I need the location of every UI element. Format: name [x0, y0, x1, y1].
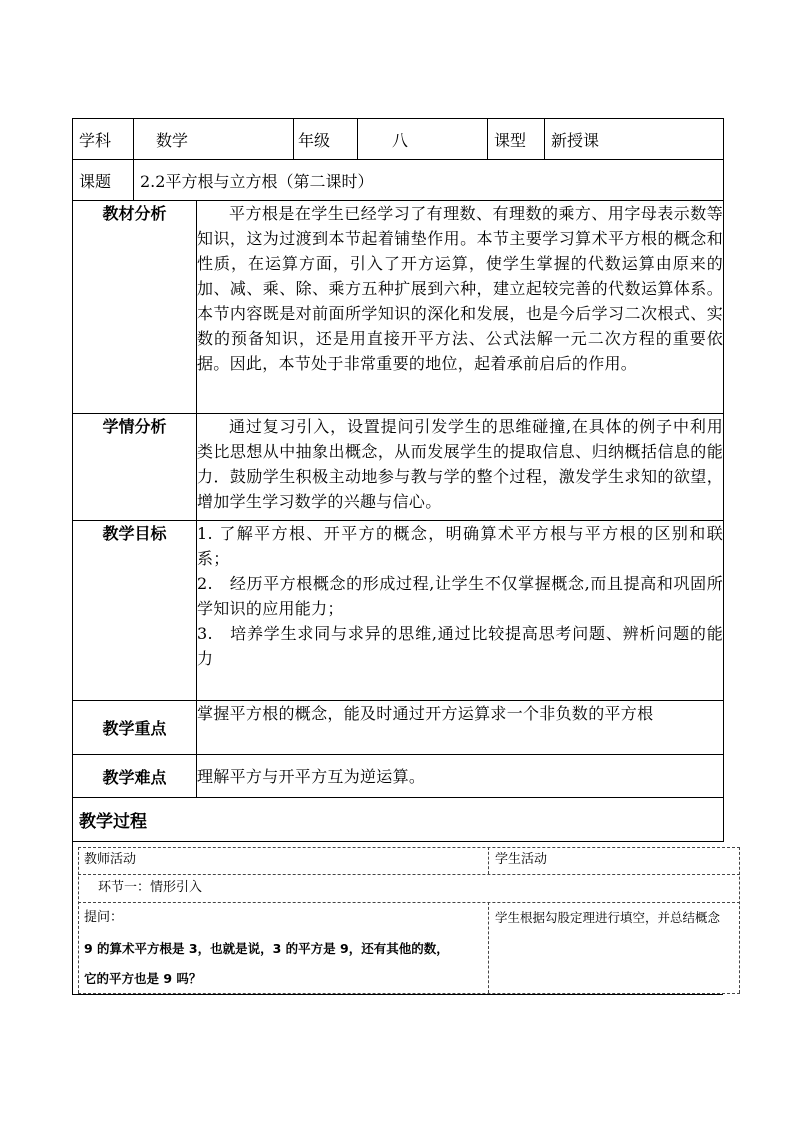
student-analysis-text: 通过复习引入，设置提问引发学生的思维碰撞,在具体的例子中利用类比思想从中抽象出概念，从而发展学生的提取信息、归纳概括信息的能力．鼓励学生积极主动地参与教与学的整个过程，激发学生求知的欲望，增加学生学习数学的兴趣与信心。 [197, 414, 724, 521]
question-label: 提问： [84, 910, 124, 925]
key-point-label: 教学重点 [73, 701, 197, 755]
question-line-2: 它的平方也是 9 吗？ [84, 971, 202, 986]
lesson-type-label: 课型 [488, 119, 545, 160]
grade-label: 年级 [294, 119, 358, 160]
goal-item: 1. 了解平方根、开平方的概念，明确算术平方根与平方根的区别和联系； [197, 524, 724, 568]
process-dashed-divider-top [488, 847, 489, 874]
process-dashed-divider-bottom [488, 902, 489, 993]
subject-value: 数学 [134, 119, 294, 160]
process-left-border [72, 840, 73, 995]
stage-label: 环节一：情形引入 [98, 880, 203, 895]
teaching-goals-label: 教学目标 [73, 521, 197, 701]
teaching-goals-list [197, 521, 724, 701]
process-dashed-top [78, 847, 740, 848]
question-line-1: 9 的算术平方根是 3，也就是说，3 的平方是 9，还有其他的数， [84, 941, 449, 956]
student-activity-text: 学生根据勾股定理进行填空，并总结概念 [495, 910, 721, 925]
lesson-type-value: 新授课 [545, 119, 724, 160]
student-activity-header: 学生活动 [495, 852, 548, 867]
teacher-activity-header: 教师活动 [84, 852, 137, 867]
process-dashed-right [739, 847, 740, 993]
process-dashed-left [78, 847, 79, 993]
key-point-text: 掌握平方根的概念，能及时通过开方运算求一个非负数的平方根 [197, 701, 724, 755]
material-analysis-label: 教材分析 [73, 201, 197, 414]
topic-label: 课题 [73, 160, 134, 201]
teaching-process-label: 教学过程 [73, 798, 724, 842]
subject-label: 学科 [73, 119, 134, 160]
goal-item: 3. 培养学生求同与求异的思维,通过比较提高思考问题、辨析问题的能力 [197, 624, 724, 668]
topic-value: 2.2平方根与立方根（第二课时） [134, 160, 724, 201]
difficulty-text: 理解平方与开平方互为逆运算。 [197, 755, 724, 798]
material-analysis-text: 平方根是在学生已经学习了有理数、有理数的乘方、用字母表示数等知识，这为过渡到本节起着铺垫作用。本节主要学习算术平方根的概念和性质，在运算方面，引入了开方运算，使学生掌握的代数运算由原来的加、减、乘、除、乘方五种扩展到六种，建立起较完善的代数运算体系。本节内容既是对前面所学知识的深化和发展，也是今后学习二次根式、实数的预备知识，还是用直接开平方法、公式法解一元二次方程的重要依据。因此，本节处于非常重要的地位，起着承前启后的作用。 [197, 201, 724, 414]
lesson-plan-table [72, 118, 724, 842]
goal-item: 2. 经历平方根概念的形成过程,让学生不仅掌握概念,而且提高和巩固所学知识的应用能力； [197, 574, 724, 618]
difficulty-label: 教学难点 [73, 755, 197, 798]
student-analysis-label: 学情分析 [73, 414, 197, 521]
process-bottom-border [72, 994, 723, 995]
grade-value: 八 [358, 119, 488, 160]
